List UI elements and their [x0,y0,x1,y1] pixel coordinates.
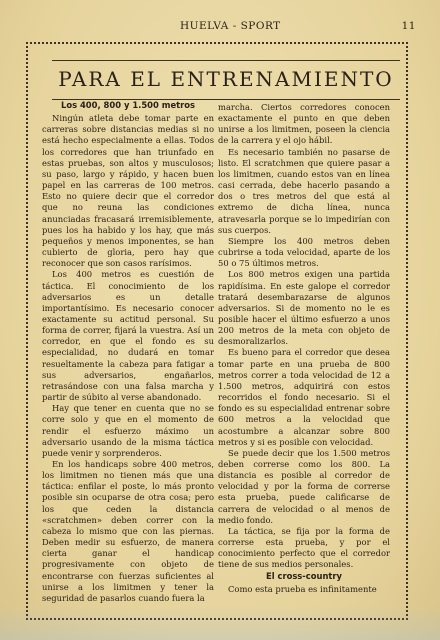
paragraph: Es bueno para el corredor que desea tomar parte en una prueba de 800 metros correr a toda velocidad de 12 a 1.500 metros, adquirirá con estos recorridos el fondo necesario. Si el fondo es su especialidad entrenar sobre 600 metros a la velocidad que acostumbre a alcanzar sobre 800 metros y si es posible con velocidad. [218,347,390,447]
paragraph: Los 800 metros exigen una partida rapidísima. En este galope el corredor tratará desembarazarse de algunos adversarios. Si de momento no le es posible hacer el último esfuerzo a unos 200 metros de la meta con objeto de desmoralizarlos. [218,269,390,347]
section-subheading: El cross-country [265,570,343,581]
left-column [42,100,214,604]
page-number: 11 [401,20,416,32]
article-subheading: Los 400, 800 y 1.500 metros [60,100,196,110]
paragraph: Es necesario también no pasarse de listo. El scratchmen que quiere pasar a los limitmen, cuando estos van en línea casi cerrada, debe hacerlo pasando a dos o tres metros del que está al extremo de dicha línea, nunca atravesarla porque se lo impedirían con sus cuerpos. [218,146,390,235]
paragraph: Siempre los 400 metros deben cubrirse a toda velocidad, aparte de los 50 o 75 últimos metros. [218,235,390,269]
magazine-name: HUELVA - SPORT [180,20,281,32]
paragraph: Los 400 metros es cuestión de táctica. El conocimiento de los adversarios es un detalle importantísimo. Es necesario conocer exactamente su actitud personal. Su forma de correr, fijará la vuestra. Así un corredor, en que el fondo es su especialidad, no dudará en tomar resueltamente la cabeza para fatigar a sus adversarios, engañarlos, retrasándose con una falsa marcha y partir de súbito al verse abandonado. [42,269,214,403]
paragraph: La táctica, se fija por la forma de correrse esta prueba, y por el conocimiento perfecto que el corredor tiene de sus medios personales. [218,525,390,570]
article-title: PARA EL ENTRENAMIENTO [52,60,400,100]
page-header [22,20,420,36]
paragraph: Ningún atleta debe tomar parte en carreras sobre distancias medias si no está hecho especialmente a ellas. Todos los corredores que han triunfado en estas pruebas, son altos y musculosos; su paso, largo y rápido, y hacen buen papel en las carreras de 100 metros. Esto no quiere decir que el corredor que no reuna las condiciones anunciadas fracasará irremisiblemente, pues los ha habido y los hay, que más pequeños y menos imponentes, se han cubierto de gloria, pero hay que reconocer que son casos rarísimos. [42,113,214,269]
paragraph: Como esta prueba es infinitamente [228,583,377,594]
paragraph: marcha. Ciertos corredores conocen exactamente el punto en que deben unirse a los limitmen, poseen la ciencia de la carrera y el ojo hábil. [218,102,390,146]
paragraph: Hay que tener en cuenta que no se corre solo y que en el momento de rendir el esfuerzo máximo un adversario usando de la misma táctica puede venir y sorprenderos. [42,403,214,458]
right-column [218,102,390,595]
paragraph: Se puede decir que los 1.500 metros deben correrse como los 800. La distancia es posible al corredor de velocidad y por la forma de correrse esta prueba, puede calificarse de carrera de velocidad o al menos de medio fondo. [218,447,390,525]
paragraph: En los handicaps sobre 400 metros, los limitmen no tienen más que una táctica: enfilar el poste, lo más pronto posible sin ocuparse de otra cosa; pero los que ceden la distancia «scratchmen» deben correr con la cabeza lo mismo que con las piernas. Deben medir su esfuerzo, de manera cierta ganar el handicap progresivamente con objeto de encontrarse con fuerzas suficientes al unirse a los limitmen y tener la seguridad de pasarlos cuando fuera la [42,459,214,603]
page-edge-shading [0,606,440,640]
